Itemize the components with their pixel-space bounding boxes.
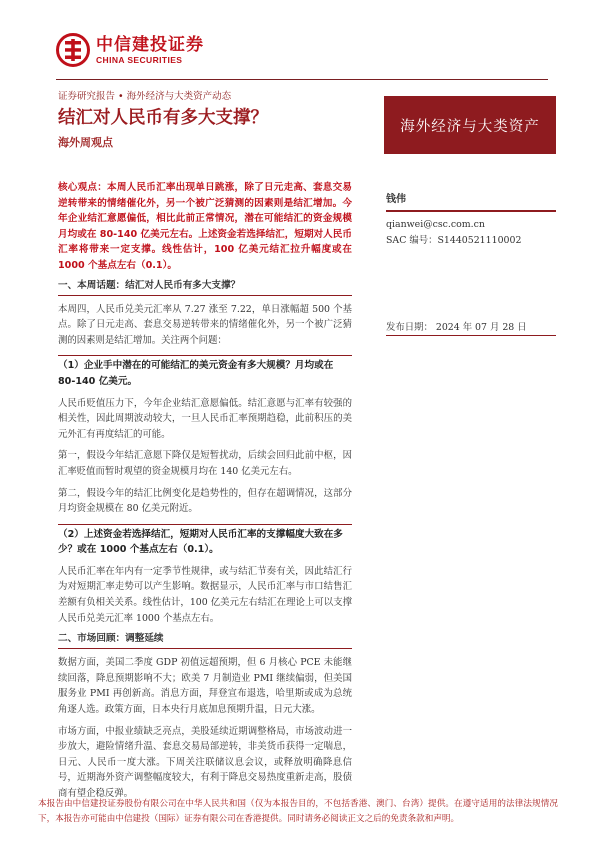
author-name: 钱伟	[386, 194, 406, 205]
logo-mark-icon	[56, 33, 90, 67]
publish-date: 发布日期： 2024 年 07 月 28 日	[386, 322, 527, 333]
question-1: （1）企业手中潜在的可能结汇的美元资金有多大规模？月均或在 80-140 亿美元。	[58, 355, 352, 389]
brand-name-en: CHINA SECURITIES	[96, 54, 183, 65]
brand-name-cn: 中信建投证券	[96, 34, 204, 55]
section-2-para-1: 数据方面，美国二季度 GDP 初值远超预期，但 6 月核心 PCE 未能继续回落，降息预期影响不大；欧美 7 月制造业 PMI 继续偏弱，但美国服务业 PMI 再创新高。消息方面，拜登宣布退选，哈里斯或成为总统角逐人选。政策方面，日本央行月底加息预期升温，日元大涨。	[58, 657, 352, 716]
author-sac-number: SAC 编号：S1440521110002	[386, 235, 522, 246]
question-1-para-3: 第二，假设今年的结汇比例变化是趋势性的，但存在超调情况，这部分月均资金规模在 80 亿美元附近。	[58, 487, 352, 515]
brand-logo	[56, 32, 226, 68]
date-divider	[386, 335, 556, 336]
section-1-heading: 一、本周话题：结汇对人民币有多大支撑？	[58, 279, 352, 296]
section-2-para-2: 市场方面，中报业绩缺乏亮点，美股延续近期调整格局，市场波动进一步放大，避险情绪升温、套息交易局部逆转，非美货币获得一定喘息，日元、人民币一度大涨。下周关注联储议息会议，或释放明确降息信号，近期海外资产调整幅度较大，有利于降息交易热度重新走高，股债商有望企稳反弹。	[58, 725, 352, 799]
author-divider	[386, 210, 556, 212]
header-divider	[56, 79, 548, 80]
report-title: 结汇对人民币有多大支撑？	[58, 108, 268, 128]
section-1-intro: 本周四，人民币兑美元汇率从 7.27 涨至 7.22，单日涨幅超 500 个基点。除了日元走高、套息交易逆转带来的情绪催化外，另一个被广泛猜测的因素则是结汇增加。关注两个问题：	[58, 303, 352, 346]
core-view: 核心观点：本周人民币汇率出现单日跳涨，除了日元走高、套息交易逆转带来的情绪催化外，另一个被广泛猜测的因素则是结汇增加。今年企业结汇意愿偏低，相比此前正常情况，潜在可能结汇的资金规模月均或在 80-140 亿美元左右。上述资金若选择结汇，短期对人民币汇率将带来一定支撑。线性估计，100 亿美元结汇拉升幅度或在 1000 个基点左右（0.1）。	[58, 182, 352, 271]
sector-banner-label: 海外经济与大类资产	[400, 118, 540, 135]
main-column	[58, 180, 352, 802]
author-email[interactable]: qianwei@csc.com.cn	[386, 219, 485, 230]
report-subtitle: 海外周观点	[58, 136, 113, 149]
question-1-para-2: 第一，假设今年结汇意愿下降仅是短暂扰动，后续会回归此前中枢，因汇率贬值而暂时观望的资金规模月均在 140 亿美元左右。	[58, 450, 352, 477]
sector-banner	[384, 96, 556, 154]
footer-disclaimer: 本报告由中信建投证券股份有限公司在中华人民共和国（仅为本报告目的，不包括香港、澳门、台湾）提供。在遵守适用的法律法规情况下，本报告亦可能由中信建投（国际）证券有限公司在香港提供。同时请务必阅读正文之后的免责条款和声明。	[38, 799, 558, 824]
question-2: （2）上述资金若选择结汇，短期对人民币汇率的支撑幅度大致在多少？或在 1000 个基点左右（0.1）。	[58, 524, 352, 558]
section-2-heading: 二、市场回顾：调整延续	[58, 632, 352, 649]
report-category: 证券研究报告 • 海外经济与大类资产动态	[58, 91, 232, 102]
question-2-para-1: 人民币汇率在年内有一定季节性规律，或与结汇节奏有关，因此结汇行为对短期汇率走势可以产生影响。数据显示，人民币汇率与市口结售汇差额有负相关关系。线性估计，100 亿美元左右结汇在理论上可以支撑人民币兑美元汇率 1000 个基点左右。	[58, 565, 352, 624]
author-sidebar	[386, 192, 556, 249]
question-1-para-1: 人民币贬值压力下，今年企业结汇意愿偏低。结汇意愿与汇率有较强的相关性，因此周期波动较大，一旦人民币汇率预期趋稳，此前积压的美元外汇有再度结汇的可能。	[58, 397, 352, 440]
